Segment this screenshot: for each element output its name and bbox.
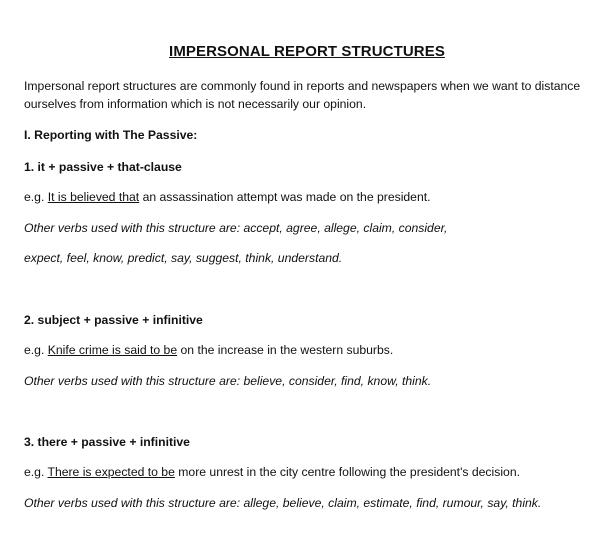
item-3-example	[24, 465, 520, 479]
item-1-heading: 1. it + passive + that-clause	[24, 160, 182, 174]
example-prefix: e.g.	[24, 343, 48, 357]
item-2-example	[24, 343, 393, 357]
example-underlined-phrase: Knife crime is said to be	[47, 343, 178, 357]
example-rest: an assassination attempt was made on the president.	[139, 190, 431, 204]
item-1-verbs-line-1: Other verbs used with this structure are: accept, agree, allege, claim, consider,	[24, 221, 448, 235]
item-3-verbs-line-1: Other verbs used with this structure are: allege, believe, claim, estimate, find, rumour, say, think.	[24, 496, 542, 510]
document-title: IMPERSONAL REPORT STRUCTURES	[169, 43, 445, 60]
section-heading: I. Reporting with The Passive:	[24, 128, 198, 142]
example-rest: more unrest in the city centre following the president's decision.	[174, 465, 520, 479]
example-prefix: e.g.	[24, 190, 48, 204]
item-1-verbs-line-2: expect, feel, know, predict, say, suggest, think, understand.	[24, 251, 343, 265]
item-3-heading: 3. there + passive + infinitive	[24, 435, 190, 449]
intro-line-2: ourselves from information which is not necessarily our opinion.	[24, 97, 367, 111]
item-1-example	[24, 190, 431, 204]
item-2-heading: 2. subject + passive + infinitive	[24, 313, 203, 327]
item-2-verbs-line-1: Other verbs used with this structure are: believe, consider, find, know, think.	[24, 374, 432, 388]
example-prefix: e.g.	[24, 465, 48, 479]
example-underlined-phrase: There is expected to be	[47, 465, 175, 479]
example-rest: on the increase in the western suburbs.	[177, 343, 394, 357]
example-underlined-phrase: It is believed that	[47, 190, 140, 204]
intro-line-1: Impersonal report structures are commonly found in reports and newspapers when we want to distance	[24, 79, 581, 93]
